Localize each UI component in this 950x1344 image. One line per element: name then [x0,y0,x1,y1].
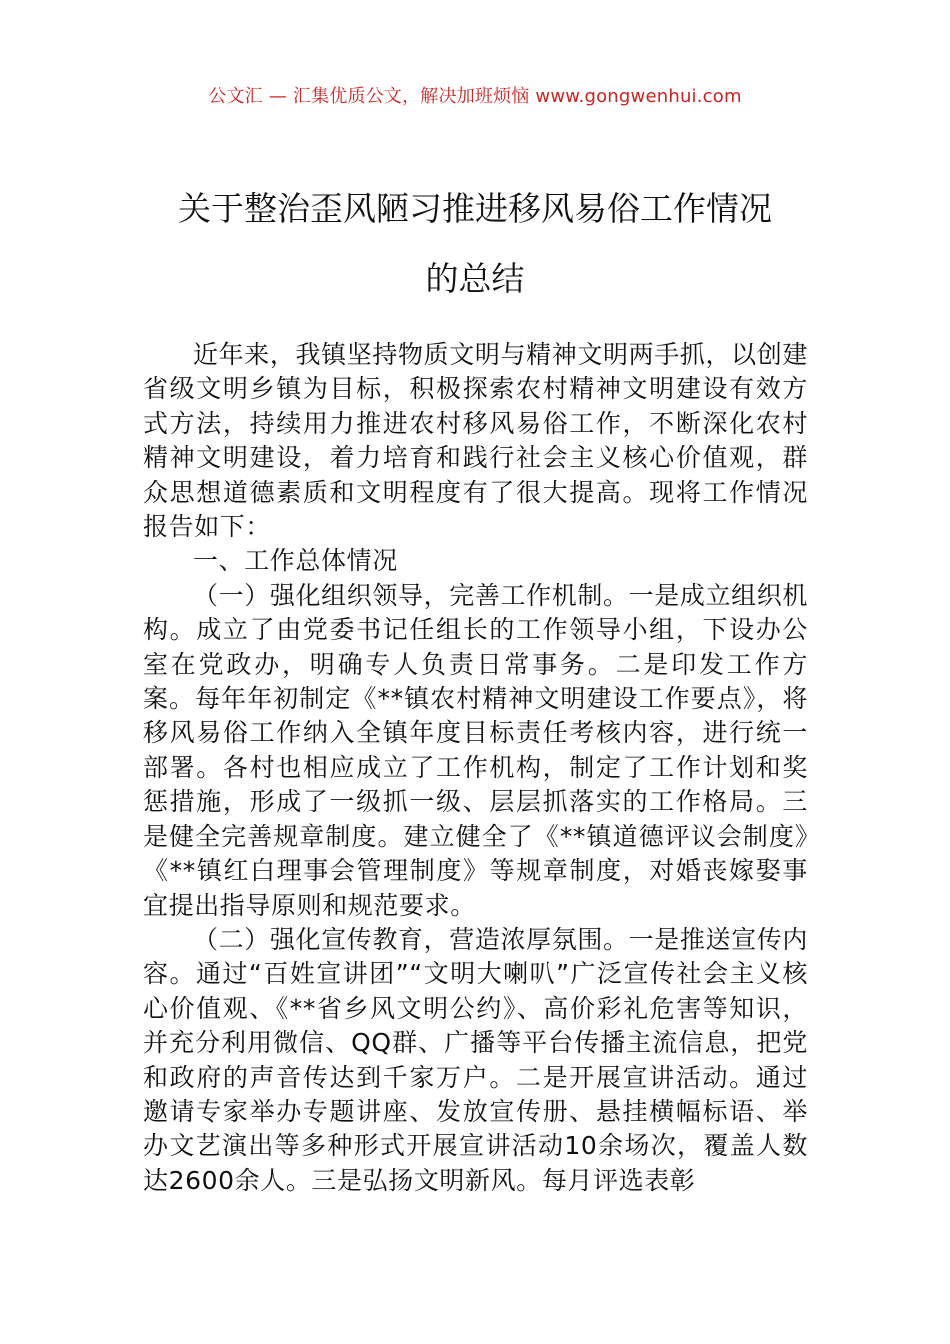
title-line-2: 的总结 [425,259,525,298]
paragraph-intro: 近年来，我镇坚持物质文明与精神文明两手抓，以创建省级文明乡镇为目标，积极探索农村精神文明建设有效方式方法，持续用力推进农村移风易俗工作，不断深化农村精神文明建设，着力培育和践行社会主义核心价值观，群众思想道德素质和文明程度有了很大提高。现将工作情况报告如下： [143,340,808,542]
document-title [120,174,830,314]
document-body [143,338,808,1198]
site-banner: 公文汇 — 汇集优质公文，解决加班烦恼 www.gongwenhui.com [208,86,742,107]
title-line-1: 关于整治歪风陋习推进移风易俗工作情况 [178,189,772,228]
paragraph-organization: （一）强化组织领导，完善工作机制。一是成立组织机构。成立了由党委书记任组长的工作领导小组，下设办公室在党政办，明确专人负责日常事务。二是印发工作方案。每年年初制定《**镇农村精神文明建设工作要点》，将移风易俗工作纳入全镇年度目标责任考核内容，进行统一部署。各村也相应成立了工作机构，制定了工作计划和奖惩措施，形成了一级抓一级、层层抓落实的工作格局。三是健全完善规章制度。建立健全了《**镇道德评议会制度》《**镇红白理事会管理制度》等规章制度，对婚丧嫁娶事宜提出指导原则和规范要求。 [143,580,808,920]
section-heading-1: 一、工作总体情况 [193,546,398,576]
paragraph-publicity: （二）强化宣传教育，营造浓厚氛围。一是推送宣传内容。通过“百姓宣讲团”“文明大喇叭”广泛宣传社会主义核心价值观、《**省乡风文明公约》、高价彩礼危害等知识，并充分利用微信、QQ群、广播等平台传播主流信息，把党和政府的声音传达到千家万户。二是开展宣讲活动。通过邀请专家举办专题讲座、发放宣传册、悬挂横幅标语、举办文艺演出等多种形式开展宣讲活动10余场次，覆盖人数达2600余人。三是弘扬文明新风。每月评选表彰 [143,924,808,1195]
